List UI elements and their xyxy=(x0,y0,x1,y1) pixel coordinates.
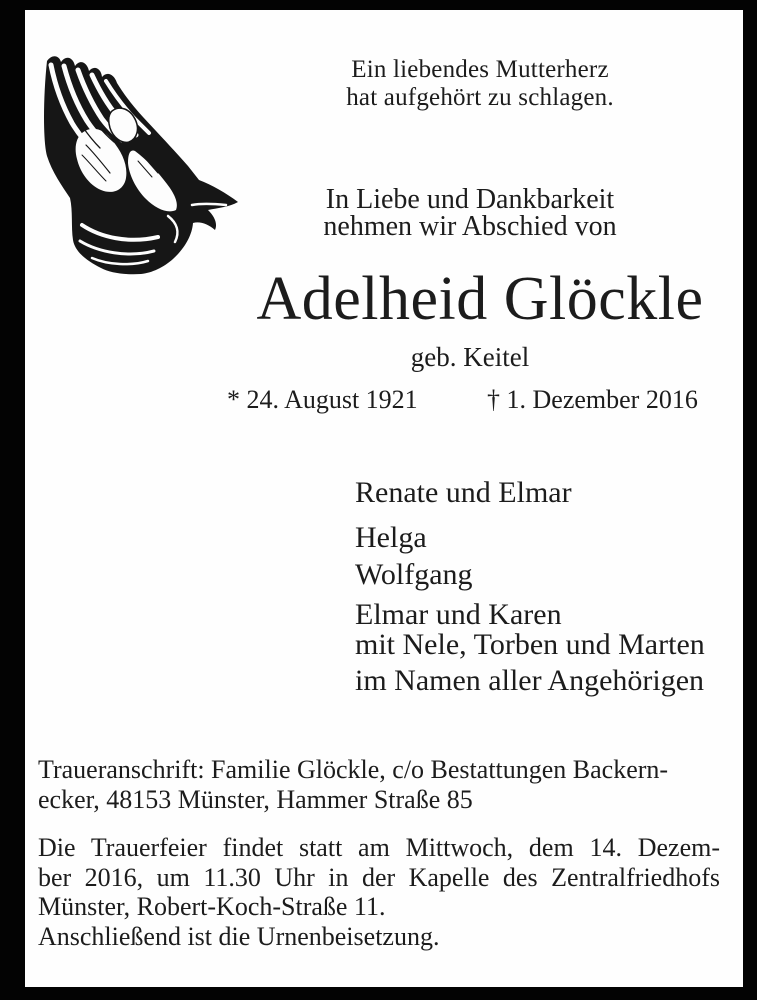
farewell-intro-line: nehmen wir Abschied von xyxy=(323,211,617,242)
condolence-address-line: ecker, 48153 Münster, Hammer Straße 85 xyxy=(38,784,473,814)
condolence-address-line: Traueranschrift: Familie Glöckle, c/o Bestattungen Backern- xyxy=(38,755,669,784)
maiden-name: geb. Keitel xyxy=(410,342,530,372)
condolence-address xyxy=(38,755,720,814)
mourner-line: Wolfgang xyxy=(355,558,473,591)
deceased-name: Adelheid Glöckle xyxy=(256,265,704,333)
funeral-details xyxy=(38,833,720,951)
memorial-verse xyxy=(180,56,757,112)
mourner-line: Elmar und Karen xyxy=(355,598,562,631)
memorial-verse-line: hat aufgehört zu schlagen. xyxy=(346,84,614,111)
funeral-details-line: Die Trauerfeier findet statt am Mittwoch, dem 14. Dezem- xyxy=(38,833,720,862)
mourner-line: Renate und Elmar xyxy=(355,476,572,509)
mourner-line: mit Nele, Torben und Marten xyxy=(355,628,705,661)
funeral-details-line: Münster, Robert-Koch-Straße 11. xyxy=(38,892,386,921)
funeral-details-line: Anschließend ist die Urnenbeisetzung. xyxy=(38,921,440,951)
birth-date: * 24. August 1921 xyxy=(227,385,418,414)
farewell-intro xyxy=(170,186,757,240)
funeral-details-line: ber 2016, um 11.30 Uhr in der Kapelle des Zentralfriedhofs xyxy=(38,862,720,892)
farewell-intro-line: In Liebe und Dankbarkeit xyxy=(325,184,615,215)
mourner-line: Helga xyxy=(355,521,427,554)
obituary-notice-card xyxy=(25,10,743,987)
death-date: † 1. Dezember 2016 xyxy=(487,385,698,414)
mourner-line: im Namen aller Angehörigen xyxy=(355,664,705,697)
memorial-verse-line: Ein liebendes Mutterherz xyxy=(351,56,609,83)
